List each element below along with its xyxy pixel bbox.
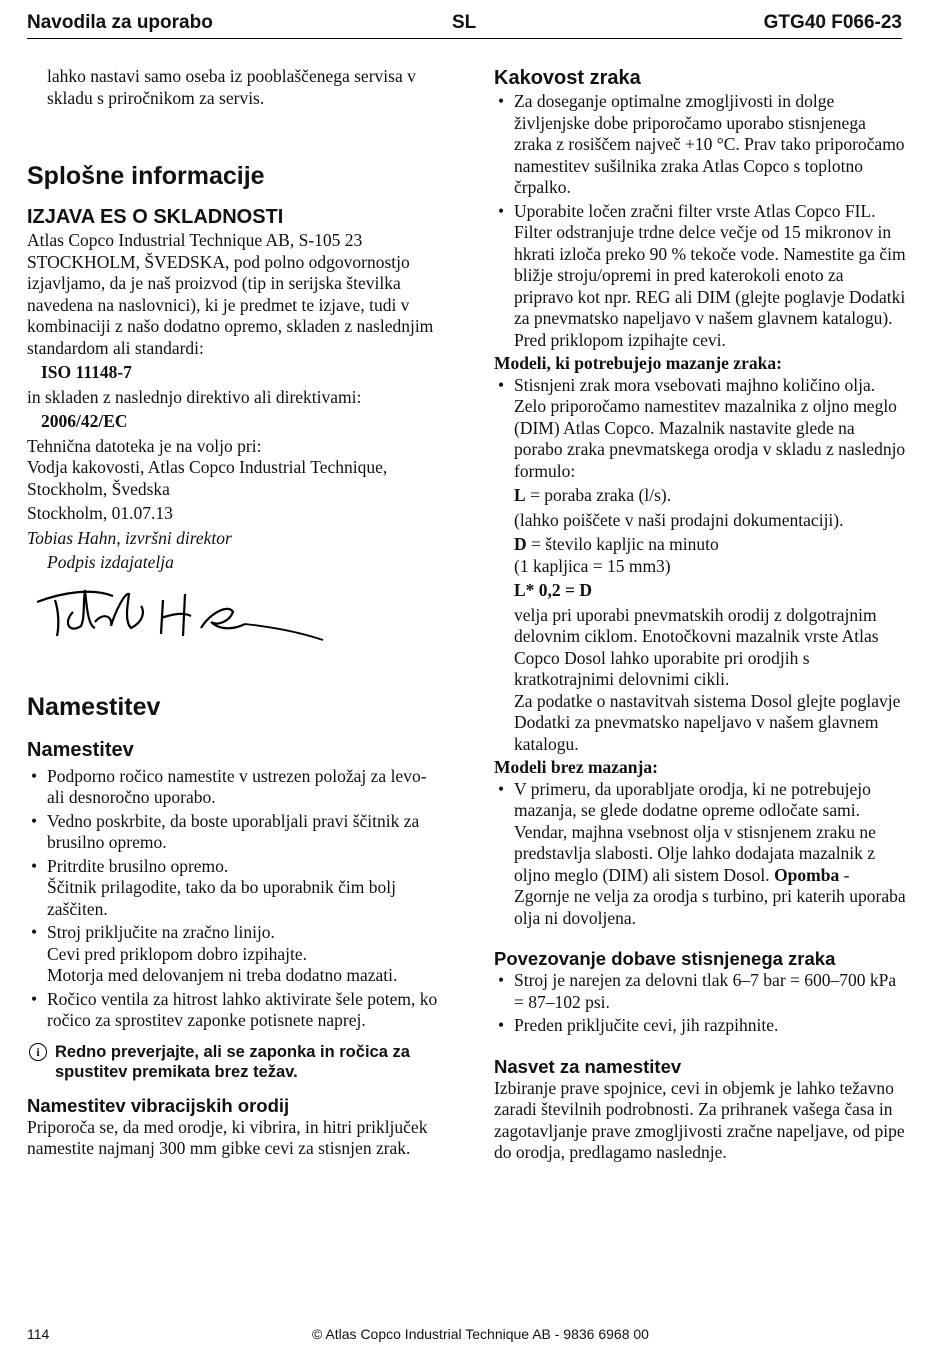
list-item (494, 779, 906, 930)
info-note (27, 1042, 442, 1082)
right-column (494, 66, 906, 1164)
vibration-text: Priporoča se, da med orodje, ki vibrira, in hitri priključek namestite najmanj 300 mm gibke cevi za stisnjen zrak. (27, 1116, 428, 1158)
page-number: 114 (27, 1326, 50, 1342)
left-column (27, 66, 442, 1160)
lubricated-p2: Zelo priporočamo namestitev mazalnika z oljno meglo (DIM) Atlas Copco. Mazalnik nastavite glede na porabo zraka pnevmatskega orodja v skladu z naslednjo formulo: (514, 396, 906, 481)
info-icon: i (29, 1043, 47, 1061)
l-definition (514, 485, 906, 507)
page-header (27, 10, 902, 39)
list-item: • Ročico ventila za hitrost lahko aktivirate šele potem, ko ročico za sprostitev zaponke potisnete naprej. (27, 989, 442, 1032)
opomba-label: Opomba (774, 864, 840, 885)
tech-file-text: Tehnična datoteka je na voljo pri: (27, 435, 262, 456)
list-item: • Stroj priključite na zračno linijo. Cevi pred priklopom dobro izpihajte. Motorja med delovanjem ni treba dodatno mazati. (27, 922, 442, 987)
es-declaration-title: IZJAVA ES O SKLADNOSTI (27, 206, 284, 228)
supply-title: Povezovanje dobave stisnjenega zraka (494, 948, 836, 969)
lubricated-title: Modeli, ki potrebujejo mazanje zraka: (494, 353, 782, 373)
copyright: © Atlas Copco Industrial Technique AB - 9836 6968 00 (312, 1326, 649, 1342)
d-text: = število kapljic na minuto (526, 534, 719, 554)
signature-label: Podpis izdajatelja (47, 552, 174, 572)
vibration-title: Namestitev vibracijskih orodij (27, 1094, 290, 1116)
tips-text: Izbiranje prave spojnice, cevi in objemk je lahko težavno zaradi številnih podrobnosti. Za prihranek vašega časa in zagotavljanje prave zmogljivosti zračne napeljave, od pipe do orodja, predlagamo naslednje. (494, 1077, 905, 1162)
list-item: • Podporno ročico namestite v ustrezen položaj za levo- ali desnoročno uporabo. (27, 766, 442, 809)
info-note-text: Redno preverjajte, ali se zaponka in ročica za spustitev premikata brez težav. (55, 1042, 410, 1081)
tech-file-holder: Vodja kakovosti, Atlas Copco Industrial Technique, Stockholm, Švedska (27, 457, 388, 499)
list-item: • Za doseganje optimalne zmogljivosti in dolge življenjske dobe priporočamo uporabo stisnjenega zraka z rosiščem največ +10 °C. Prav tako priporočamo namestitev sušilnika zraka Atlas Copco s toplotno črpalko. (494, 91, 906, 199)
supply-list (494, 970, 906, 1037)
es-declaration-text: Atlas Copco Industrial Technique AB, S-105 23 STOCKHOLM, ŠVEDSKA, pod polno odgovornostjo izjavljamo, da je naš proizvod (tip in serijska številka navedena na naslovnici), ki je predmet te izjave, tudi v kombinaciji z našo dodatno opremo, skladen z naslednjim standardom ali standardi: (27, 230, 434, 358)
list-item: • Vedno poskrbite, da boste uporabljali pravi ščitnik za brusilno opremo. (27, 811, 442, 854)
installation-list (27, 766, 442, 1032)
list-item (494, 375, 906, 756)
header-model: GTG40 F066-23 (763, 12, 902, 33)
lubricated-p4: Za podatke o nastavitvah sistema Dosol glejte poglavje Dodatki za pnevmatsko napeljavo v našem glavnem katalogu. (514, 690, 901, 754)
l-note: (lahko poiščete v naši prodajni dokumentaciji). (514, 509, 844, 530)
d-label: D (514, 534, 527, 554)
list-item: • Stroj je narejen za delovni tlak 6–7 bar = 600–700 kPa = 87–102 psi. (494, 970, 906, 1013)
header-language: SL (452, 12, 477, 33)
l-text: = poraba zraka (l/s). (525, 485, 672, 505)
nolube-title: Modeli brez mazanja: (494, 757, 658, 777)
signature-image (33, 582, 333, 652)
list-item: • Uporabite ločen zračni filter vrste Atlas Copco FIL. Filter odstranjuje trdne delce večje od 15 mikronov in hkrati izloča preko 90 % tekoče vode. Namestite ga čim bližje stroju/opremi in pred katerokoli enoto za pripravo kot npr. REG ali DIM (glejte poglavje Dodatki za pnevmatsko napeljavo v našem glavnem katalogu). Pred priklopom izpihajte cevi. (494, 201, 906, 352)
standard-value: ISO 11148-7 (41, 362, 132, 382)
directive-value: 2006/42/EC (41, 411, 128, 431)
list-item: • Pritrdite brusilno opremo. Ščitnik prilagodite, tako da bo uporabnik čim bolj zaščiten. (27, 856, 442, 921)
header-doc-type: Navodila za uporabo (27, 12, 213, 33)
intro-text: lahko nastavi samo oseba iz pooblaščenega servisa v skladu s priročnikom za servis. (47, 66, 416, 108)
lubricated-list (494, 375, 906, 756)
place-date: Stockholm, 01.07.13 (27, 503, 173, 523)
d-definition (514, 534, 906, 556)
nolube-list (494, 779, 906, 930)
signatory-name: Tobias Hahn, izvršni direktor (27, 527, 232, 548)
lubricated-p1: • Stisnjeni zrak mora vsebovati majhno količino olja. (514, 374, 876, 395)
tips-title: Nasvet za namestitev (494, 1055, 682, 1077)
general-info-title: Splošne informacije (27, 162, 265, 190)
opomba-text: - Zgornje ne velja za orodja s turbino, pri katerih uporaba olja ni dovoljena. (514, 864, 906, 928)
formula: L* 0,2 = D (514, 580, 593, 600)
directive-text: in skladen z naslednjo direktivo ali direktivami: (27, 386, 362, 407)
installation-title: Namestitev (27, 692, 161, 721)
list-item: • Preden priključite cevi, jih razpihnite. (494, 1015, 906, 1037)
nolube-text: V primeru, da uporabljate orodja, ki ne potrebujejo mazanja, se glede dodatne opreme odločate sami. Vendar, majhna vsebnost olja v stisnjenem zraku ne predstavlja slabosti. Olje lahko dodajata mazalnik z oljno meglo (DIM) ali sistem Dosol. (514, 778, 876, 885)
lubricated-p3: velja pri uporabi pnevmatskih orodij z dolgotrajnim delovnim ciklom. Enotočkovni mazalnik vrste Atlas Copco Dosol lahko uporabite pri orodjih s kratkotrajnimi delovnimi cikli. (514, 604, 879, 689)
air-quality-list (494, 91, 906, 351)
installation-subtitle: Namestitev (27, 738, 134, 761)
air-quality-title: Kakovost zraka (494, 67, 641, 89)
d-note: (1 kapljica = 15 mm3) (514, 555, 671, 576)
l-label: L (514, 485, 526, 505)
